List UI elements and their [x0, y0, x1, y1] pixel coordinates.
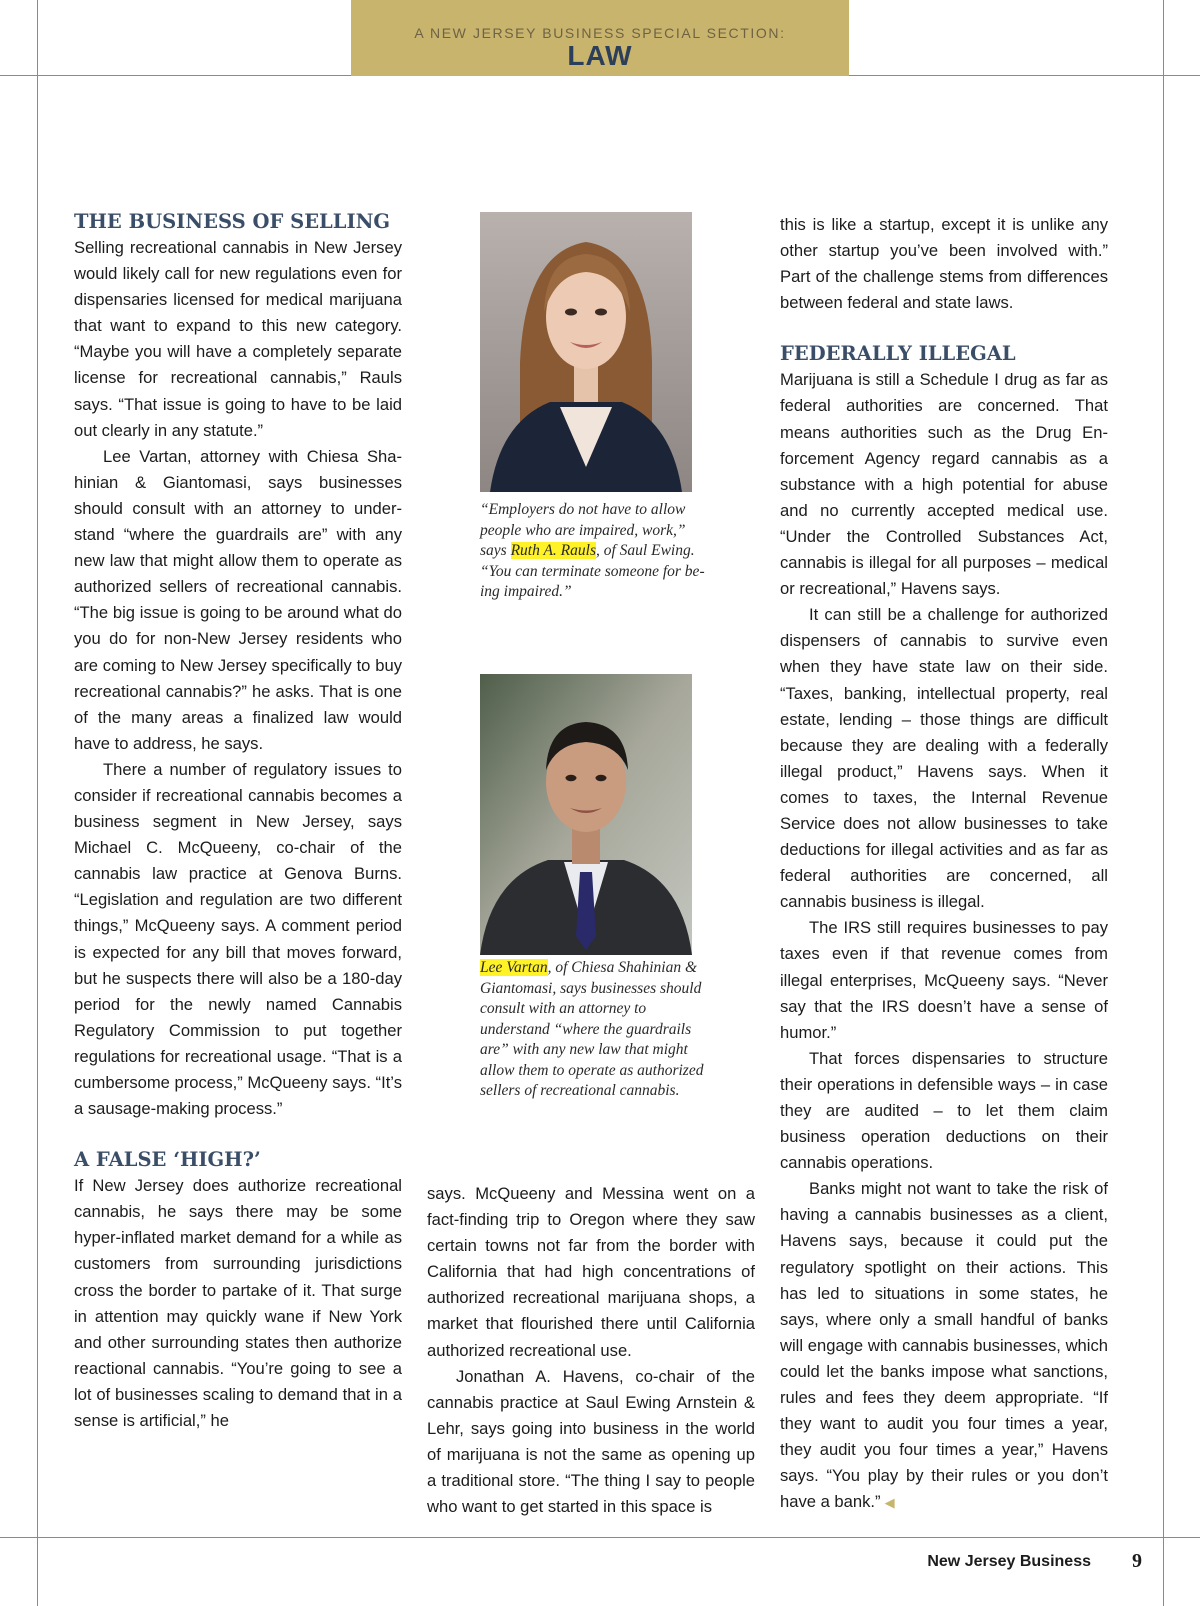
paragraph: If New Jersey does authorize recreational cannabis, he says there may be some hyper-inflated market demand for a while as customers from surrounding jurisdictions cross the border to partake of it. That surge in attention may quickly wane if New York and other surrounding states then authorize reactional cannabis. “You’re going to see a lot of businesses scaling to demand that in a sense is artificial,” he: [74, 1176, 402, 1431]
caption-text: “Employers do not have to allow people who are impaired, work,” says: [480, 501, 686, 559]
paragraph: Jonathan A. Havens, co-chair of the cannabis practice at Saul Ewing Arnstein & Lehr, says going into business in the world of marijuana is not the same as opening up a traditional store. “The thing I say to people who want to get started in this space is: [427, 1366, 755, 1517]
paragraph: Selling recreational cannabis in New Jersey would likely call for new regulations even for dispensaries licensed for medical marijuana that want to expand to this new category. “Maybe you will have a completely separate license for recreational cannabis,” Rauls says. “That issue is going to have to be laid out clearly in any statute.”: [74, 238, 402, 440]
article-column-1: [74, 209, 402, 1434]
paragraph: says. McQueeny and Messina went on a fact-finding trip to Oregon where they saw certain towns not far from the border with California that had high concentrations of authorized recreational marijuana shops, a market that flourished there until California authorized recreational use.: [427, 1184, 755, 1360]
heading-false-high: A FALSE ‘HIGH?’: [74, 1148, 261, 1172]
section-banner: [351, 0, 849, 76]
photo-caption-rauls: [480, 500, 705, 603]
caption-text: , of Chiesa Shahinian & Giantomasi, says businesses should consult with an attorney to understand “where the guardrails are” with any new law that might allow them to operate as authorized sellers of recreational cannabis.: [480, 959, 704, 1099]
paragraph: [780, 1176, 1108, 1516]
portrait-photo-vartan: [480, 674, 692, 955]
highlighted-name-rauls: Ruth A. Rauls: [510, 542, 596, 559]
paragraph: There a number of regulatory issues to consider if recreational cannabis becomes a business segment in New Jersey, says Michael C. McQueeny, co-chair of the cannabis law practice at Genova Burns. “Legislation and regulation are two different things,” McQueeny says. A comment period is expected for any bill that moves forward, but he suspects there will also be a 180-day period for the newly named Cannabis Regulatory Commission to put together regulations for recreational usage. “That is a cumbersome process,” McQueeny says. “It’s a sausage-making process.”: [74, 759, 402, 1119]
highlighted-name-vartan: Lee Vartan: [480, 959, 548, 976]
article-column-3: [780, 212, 1108, 1517]
crop-line-right: [1163, 0, 1164, 1606]
banner-title: LAW: [567, 40, 633, 71]
crop-line-bottom: [0, 1537, 1200, 1538]
banner-subtitle: A NEW JERSEY BUSINESS SPECIAL SECTION:: [414, 25, 786, 41]
paragraph: this is like a startup, except it is unlike any other startup you’ve been involved with.” Part of the challenge stems from differences between federal and state laws.: [780, 215, 1108, 313]
end-of-article-icon: ◀: [884, 1495, 895, 1511]
heading-federally-illegal: FEDERALLY ILLEGAL: [780, 342, 1016, 366]
heading-business-of-selling: THE BUSINESS OF SELLING: [74, 210, 391, 233]
paragraph: That forces dispensaries to structure their operations in defensible ways – in case they are audited – to let them claim business operation deductions on their cannabis operations.: [780, 1048, 1108, 1173]
paragraph: Marijuana is still a Schedule I drug as far as federal authorities are concerned. That means authorities such as the Drug Enforcement Agency regard cannabis as a substance with a high potential for abuse and no currently accepted medical use. “Under the Controlled Substances Act, cannabis is illegal for all purposes – medical or recreational,” Havens says.: [780, 370, 1108, 599]
paragraph: Lee Vartan, attorney with Chiesa Shahinian & Giantomasi, says businesses should consult with an attorney to understand “where the guardrails are” with any new law that might allow them to operate as authorized sellers of recreational cannabis. “The big issue is going to be around what do you do for non-New Jersey residents who are coming to New Jersey specifically to buy recreational cannabis?” he asks. That is one of the many areas a finalized law would have to address, he says.: [74, 446, 402, 753]
caption-text: , of Saul Ewing. “You can terminate someone for being impaired.”: [480, 542, 705, 600]
footer-publication-name: New Jersey Business: [927, 1553, 1091, 1570]
paragraph: The IRS still requires businesses to pay taxes even if that revenue comes from illegal enterprises, McQueeny says. “Never say that the IRS doesn’t have a sense of humor.”: [780, 918, 1108, 1042]
crop-line-left: [37, 0, 38, 1606]
photo-caption-vartan: [480, 958, 705, 1102]
article-column-2: [427, 1181, 755, 1520]
portrait-photo-rauls: [480, 212, 692, 492]
paragraph-text: Banks might not want to take the risk of having a cannabis businesses as a client, Havens says, because it could put the regulatory spotlight on their actions. This has led to situations in some states, he says, where only a small handful of banks will engage with cannabis businesses, which could let the banks impose what sanctions, rules and fees they deem appropriate. “If they want to audit you four times a year, they audit you four times a year,” Havens says. “You play by their rules or you don’t have a bank.”: [780, 1179, 1108, 1512]
footer-page-number: 9: [1132, 1550, 1142, 1572]
paragraph: It can still be a challenge for authorized dispensers of cannabis to survive even when they have state law on their side. “Taxes, banking, intellectual property, real estate, lending – those things are difficult because they are dealing with a federally illegal product,” Havens says. When it comes to taxes, the Internal Revenue Service does not allow businesses to take deductions for illegal activities and as far as federal authorities are concerned, all cannabis business is illegal.: [780, 605, 1108, 912]
